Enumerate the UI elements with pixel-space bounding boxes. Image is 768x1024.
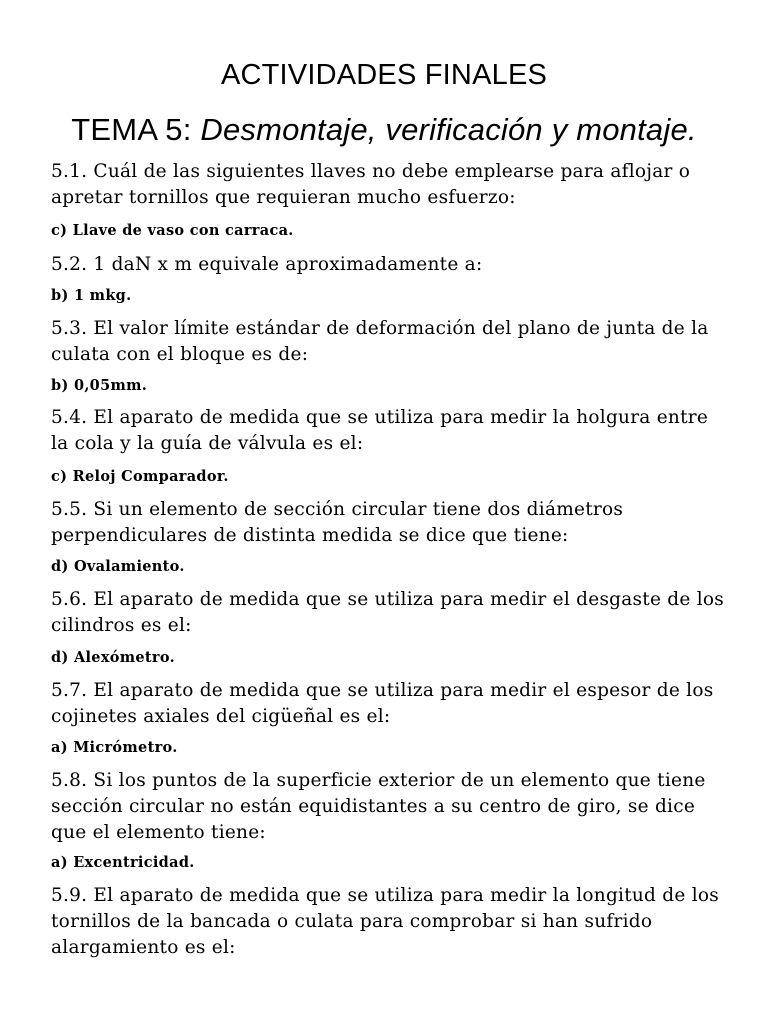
question-5-5: 5.5. Si un elemento de sección circular tiene dos diámetros perpendiculares de distinta medida se dice que tiene: [51, 499, 624, 546]
answer-5-5: d) Ovalamiento. [51, 558, 185, 575]
question-5-4: 5.4. El aparato de medida que se utiliza para medir la holgura entre la cola y la guía de válvula es el: [51, 407, 709, 454]
answer-5-3: b) 0,05mm. [51, 377, 148, 394]
question-5-9: 5.9. El aparato de medida que se utiliza para medir la longitud de los tornillos de la bancada o culata para comprobar si han sufrido alargamiento es el: [51, 885, 719, 958]
answer-5-2: b) 1 mkg. [51, 287, 132, 304]
question-5-6: 5.6. El aparato de medida que se utiliza para medir el desgaste de los cilindros es el: [51, 589, 725, 636]
topic-heading [0, 113, 768, 147]
answer-5-8: a) Excentricidad. [51, 854, 195, 871]
question-5-3: 5.3. El valor límite estándar de deformación del plano de junta de la culata con el bloque es de: [51, 318, 709, 365]
question-5-2: 5.2. 1 daN x m equivale aproximadamente a: [51, 254, 483, 275]
answer-5-4: c) Reloj Comparador. [51, 468, 229, 485]
question-5-8: 5.8. Si los puntos de la superficie exterior de un elemento que tiene sección circular no están equidistantes a su centro de giro, se dice que el elemento tiene: [51, 770, 706, 843]
answer-5-7: a) Micrómetro. [51, 739, 178, 756]
topic-prefix: TEMA 5: [71, 112, 201, 147]
question-5-7: 5.7. El aparato de medida que se utiliza para medir el espesor de los cojinetes axiales del cigüeñal es el: [51, 680, 714, 727]
answer-5-1: c) Llave de vaso con carraca. [51, 222, 294, 239]
question-5-1: 5.1. Cuál de las siguientes llaves no debe emplearse para aflojar o apretar tornillos que requieran mucho esfuerzo: [51, 161, 691, 208]
page-title: ACTIVIDADES FINALES [220, 59, 548, 91]
answer-5-6: d) Alexómetro. [51, 649, 175, 666]
topic-name: Desmontaje, verificación y montaje. [200, 112, 697, 147]
